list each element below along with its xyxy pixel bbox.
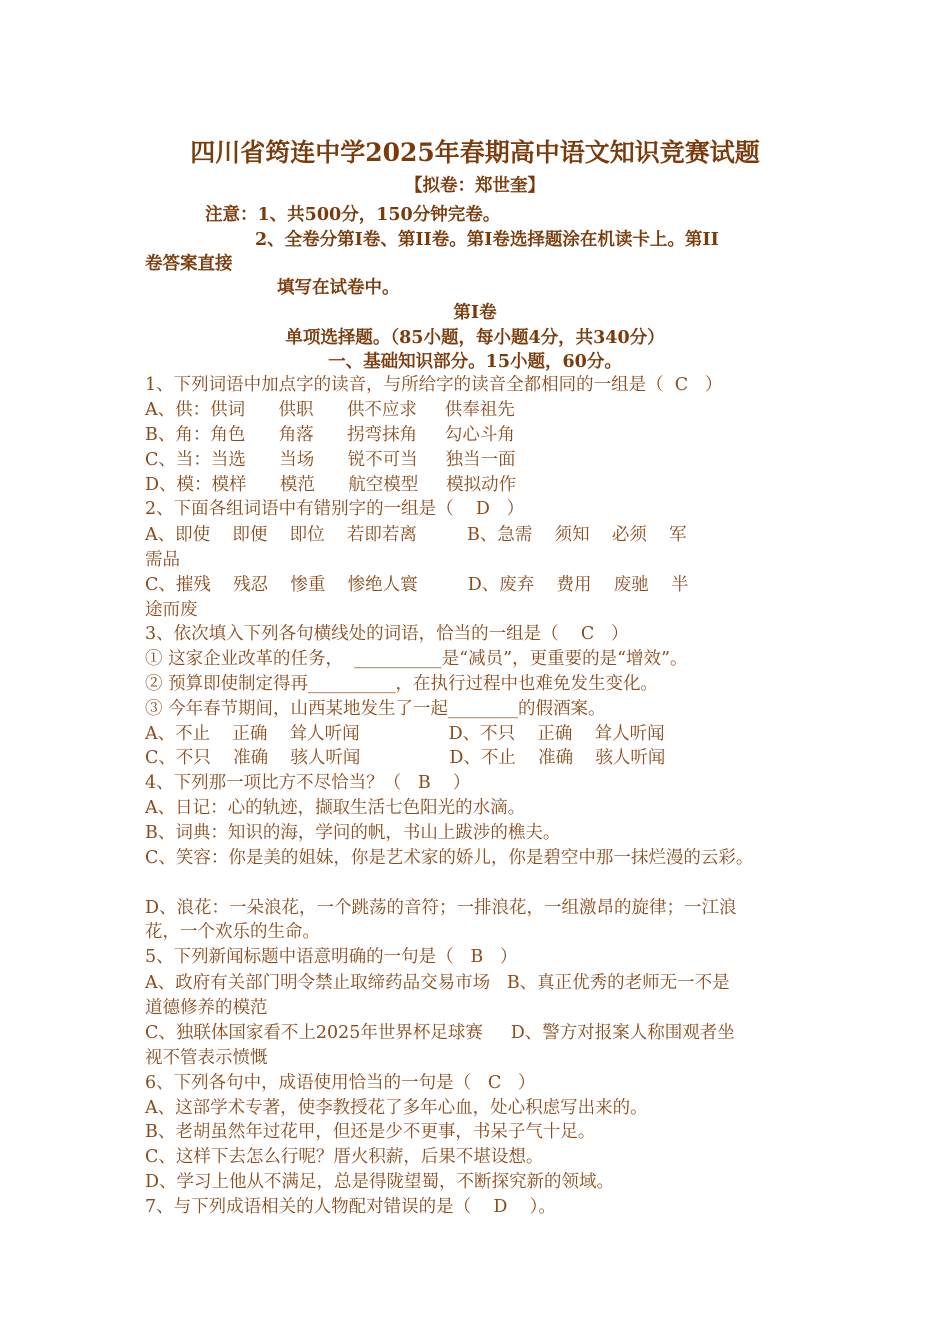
notice-2-cont: 卷答案直接 [145, 254, 233, 274]
question-line: A、供：供词 供职 供不应求 供奉祖先 [145, 400, 515, 420]
question-line: 途而废 [145, 600, 198, 620]
notice-2-cont2: 填写在试卷中。 [277, 278, 400, 298]
question-line: C、当：当选 当场 锐不可当 独当一面 [145, 450, 516, 470]
question-line: D、浪花：一朵浪花，一个跳荡的音符；一排浪花，一组激昂的旋律；一江浪 [145, 898, 737, 918]
question-line: C、不只 准确 骇人听闻 D、不止 准确 骇人听闻 [145, 748, 666, 768]
question-line: B、词典：知识的海，学问的帆，书山上跋涉的樵夫。 [145, 823, 561, 843]
question-line: 3、依次填入下列各句横线处的词语，恰当的一组是（ C ） [145, 624, 629, 644]
question-line: A、政府有关部门明令禁止取缔药品交易市场 B、真正优秀的老师无一不是 [145, 973, 730, 993]
question-line: ③ 今年春节期间，山西某地发生了一起________的假酒案。 [145, 699, 606, 719]
question-line: ① 这家企业改革的任务， __________是“减员”，更重要的是“增效”。 [145, 649, 688, 669]
question-line: D、模：模样 模范 航空模型 模拟动作 [145, 475, 517, 495]
question-line: A、不止 正确 耸人听闻 D、不只 正确 耸人听闻 [145, 724, 665, 744]
question-line: D、学习上他从不满足，总是得陇望蜀，不断探究新的领域。 [145, 1172, 615, 1192]
question-line: 道德修养的模范 [145, 998, 268, 1018]
notice-2: 2、全卷分第Ⅰ卷、第II卷。第Ⅰ卷选择题涂在机读卡上。第II [255, 230, 719, 250]
notice-1: 注意：1、共500分，150分钟完卷。 [205, 205, 501, 225]
question-line: 需品 [145, 550, 180, 570]
question-line: 4、下列那一项比方不尽恰当？（ B ） [145, 773, 471, 793]
exam-title: 四川省筠连中学2025年春期高中语文知识竞赛试题 [190, 138, 760, 167]
question-line: A、这部学术专著，使李教授花了多年心血，处心积虑写出来的。 [145, 1098, 648, 1118]
question-type-heading: 单项选择题。（85小题，每小题4分，共340分） [285, 328, 665, 348]
question-line: A、日记：心的轨迹，撷取生活七色阳光的水滴。 [145, 798, 526, 818]
question-line: 花，一个欢乐的生命。 [145, 922, 320, 942]
question-line: B、老胡虽然年过花甲，但还是少不更事，书呆子气十足。 [145, 1122, 596, 1142]
question-line: 1、下列词语中加点字的读音，与所给字的读音全都相同的一组是（ C ） [145, 375, 723, 395]
question-line: C、摧残 残忍 惨重 惨绝人寰 D、废弃 费用 废驰 半 [145, 575, 689, 595]
question-line: 视不管表示愤慨 [145, 1048, 268, 1068]
question-line: ② 预算即使制定得再__________，在执行过程中也难免发生变化。 [145, 674, 659, 694]
question-line: C、独联体国家看不上2025年世界杯足球赛 D、警方对报案人称围观者坐 [145, 1023, 735, 1043]
question-line: 6、下列各句中，成语使用恰当的一句是（ C ） [145, 1073, 536, 1093]
volume-heading: 第Ⅰ卷 [453, 303, 497, 323]
question-line: 5、下列新闻标题中语意明确的一句是（ B ） [145, 947, 518, 967]
question-line: C、笑容：你是美的姐妹，你是艺术家的娇儿，你是碧空中那一抹烂漫的云彩。 [145, 848, 754, 868]
question-line: B、角：角色 角落 拐弯抹角 勾心斗角 [145, 425, 515, 445]
question-line: 2、下面各组词语中有错别字的一组是（ D ） [145, 499, 525, 519]
question-line: 7、与下列成语相关的人物配对错误的是（ D ）。 [145, 1197, 556, 1217]
question-line: A、即使 即便 即位 若即若离 B、急需 须知 必须 军 [145, 525, 687, 545]
part-heading: 一、基础知识部分。15小题，60分。 [328, 352, 622, 372]
author-line: 【拟卷：郑世奎】 [405, 176, 545, 196]
question-line: C、这样下去怎么行呢？厝火积薪，后果不堪设想。 [145, 1147, 544, 1167]
